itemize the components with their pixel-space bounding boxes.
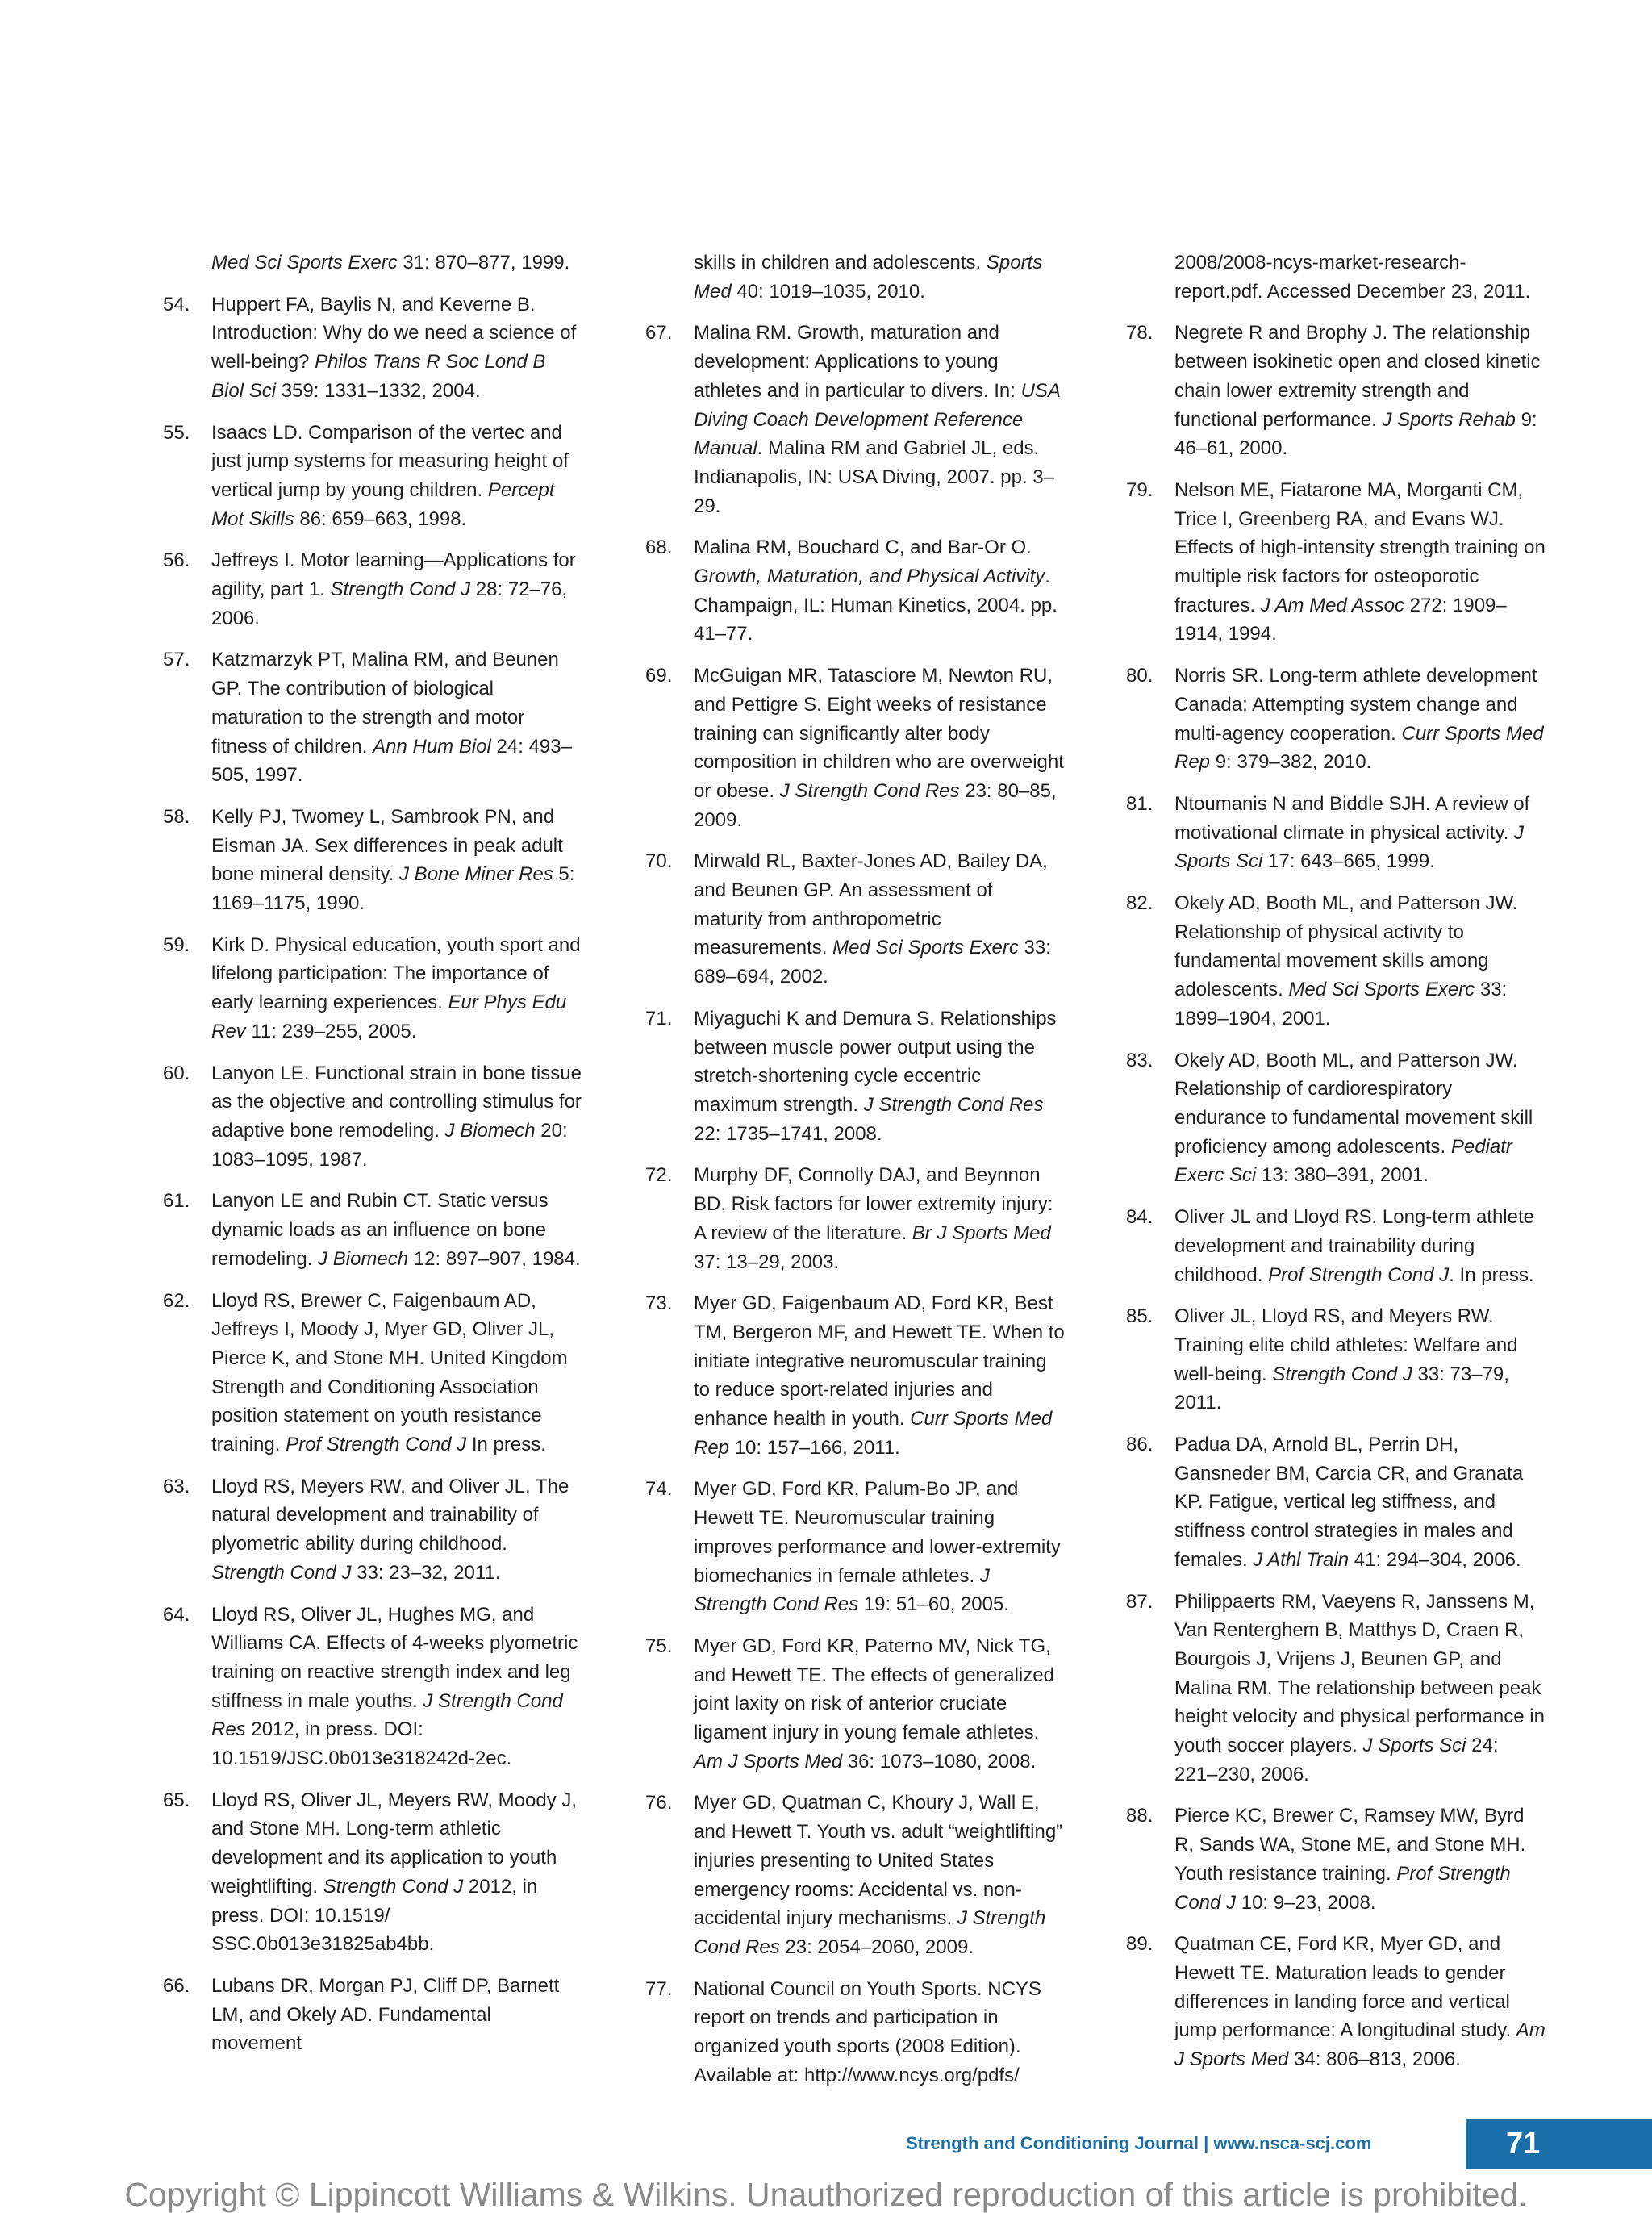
reference-number: 74. bbox=[645, 1478, 673, 1501]
reference-number: 61. bbox=[163, 1190, 190, 1213]
reference-number: 56. bbox=[163, 549, 190, 572]
reference-item bbox=[163, 248, 582, 278]
reference-item bbox=[163, 290, 582, 406]
reference-number: 88. bbox=[1126, 1805, 1153, 1827]
reference-text: Quatman CE, Ford KR, Myer GD, and Hewett TE. Maturation leads to gender differences in landing force and vertical jump performance: A longitudinal study. Am J Sports Med 34: 806–813, 2006. bbox=[1174, 1933, 1546, 2071]
reference-item bbox=[645, 1632, 1065, 1777]
reference-number: 65. bbox=[163, 1789, 190, 1811]
reference-text: Nelson ME, Fiatarone MA, Morganti CM, Trice I, Greenberg RA, and Evans WJ. Effects of high-intensity strength training on multiple risk factors for osteoporotic fractures. J Am Med Assoc 272: 1909–1914, 1994. bbox=[1174, 478, 1546, 645]
reference-item bbox=[1126, 1430, 1546, 1575]
reference-item bbox=[645, 248, 1065, 306]
reference-item bbox=[645, 319, 1065, 520]
reference-column-2 bbox=[645, 248, 1065, 2102]
reference-item bbox=[645, 1975, 1065, 2090]
reference-text: Isaacs LD. Comparison of the vertec and just jump systems for measuring height of vertical jump by young children. Percept Mot Skills 86: 659–663, 1998. bbox=[211, 421, 569, 530]
reference-number: 86. bbox=[1126, 1434, 1153, 1456]
reference-text: Lloyd RS, Oliver JL, Meyers RW, Moody J, and Stone MH. Long-term athletic development and its application to youth weightlifting. Strength Cond J 2012, in press. DOI: 10.1519/ SSC.0b013e31825ab4bb. bbox=[211, 1789, 578, 1956]
reference-item bbox=[163, 1601, 582, 1773]
reference-number: 75. bbox=[645, 1635, 673, 1657]
reference-item bbox=[163, 931, 582, 1046]
reference-text: Lloyd RS, Oliver JL, Hughes MG, and Williams CA. Effects of 4-weeks plyometric training on reactive strength index and leg stiffness in male youths. J Strength Cond Res 2012, in press. DOI: 10.1519/JSC.0b013e318242d-2ec. bbox=[211, 1603, 578, 1770]
reference-number: 84. bbox=[1126, 1206, 1153, 1229]
reference-text: skills in children and adolescents. Sports Med 40: 1019–1035, 2010. bbox=[694, 252, 1043, 303]
reference-text: Kirk D. Physical education, youth sport and lifelong participation: The importance of early learning experiences. Eur Phys Edu Rev 11: 239–255, 2005. bbox=[211, 933, 581, 1042]
reference-number: 83. bbox=[1126, 1049, 1153, 1071]
reference-text: Norris SR. Long-term athlete development Canada: Attempting system change and multi-agency cooperation. Curr Sports Med Rep 9: 379–382, 2010. bbox=[1174, 665, 1544, 774]
reference-item bbox=[645, 1789, 1065, 1961]
reference-item bbox=[163, 1786, 582, 1959]
reference-item bbox=[163, 803, 582, 918]
reference-item bbox=[645, 662, 1065, 834]
reference-item bbox=[1126, 790, 1546, 876]
reference-number: 62. bbox=[163, 1289, 190, 1312]
reference-text: Med Sci Sports Exerc 31: 870–877, 1999. bbox=[211, 252, 570, 273]
reference-text: Malina RM, Bouchard C, and Bar-Or O. Growth, Maturation, and Physical Activity. Champaign, IL: Human Kinetics, 2004. pp. 41–77. bbox=[694, 537, 1058, 645]
reference-number: 73. bbox=[645, 1292, 673, 1315]
reference-item bbox=[1126, 1930, 1546, 2074]
reference-item bbox=[645, 1161, 1065, 1276]
reference-item bbox=[645, 847, 1065, 992]
reference-item bbox=[163, 546, 582, 633]
reference-item bbox=[163, 419, 582, 534]
reference-number: 76. bbox=[645, 1792, 673, 1814]
reference-number: 57. bbox=[163, 649, 190, 671]
reference-text: Mirwald RL, Baxter-Jones AD, Bailey DA, and Beunen GP. An assessment of maturity from anthropometric measurements. Med Sci Sports Exerc 33: 689–694, 2002. bbox=[694, 850, 1051, 988]
reference-text: Katzmarzyk PT, Malina RM, and Beunen GP. The contribution of biological maturation to the strength and motor fitness of children. Ann Hum Biol 24: 493–505, 1997. bbox=[211, 649, 572, 787]
reference-number: 55. bbox=[163, 421, 190, 444]
reference-item bbox=[163, 1287, 582, 1459]
reference-text: Oliver JL and Lloyd RS. Long-term athlete development and trainability during childhood. Prof Strength Cond J. In press. bbox=[1174, 1206, 1535, 1286]
reference-text: Lubans DR, Morgan PJ, Cliff DP, Barnett LM, and Okely AD. Fundamental movement bbox=[211, 1974, 560, 2055]
reference-text: Okely AD, Booth ML, and Patterson JW. Relationship of physical activity to fundamental movement skills among adolescents. Med Sci Sports Exerc 33: 1899–1904, 2001. bbox=[1174, 892, 1518, 1029]
reference-number: 69. bbox=[645, 665, 673, 687]
reference-text: McGuigan MR, Tatasciore M, Newton RU, and Pettigre S. Eight weeks of resistance training can significantly alter body composition in children who are overweight or obese. J Strength Cond Res 23: 80–85, 2009. bbox=[694, 665, 1064, 831]
reference-number: 80. bbox=[1126, 665, 1153, 687]
reference-item bbox=[1126, 476, 1546, 649]
reference-number: 59. bbox=[163, 933, 190, 956]
journal-footer: Strength and Conditioning Journal | www.nsca-scj.com bbox=[906, 2133, 1372, 2153]
reference-item bbox=[645, 533, 1065, 649]
reference-number: 85. bbox=[1126, 1305, 1153, 1328]
reference-column-1 bbox=[163, 248, 582, 2071]
reference-text: Myer GD, Quatman C, Khoury J, Wall E, and Hewett T. Youth vs. adult “weightlifting” injuries presenting to United States emergency rooms: Accidental vs. non-accidental injury mechanisms. J Strength Cond Res 23: 2054–2060, 2009. bbox=[694, 1792, 1063, 1958]
reference-number: 72. bbox=[645, 1164, 673, 1187]
reference-text: Lloyd RS, Meyers RW, and Oliver JL. The natural development and trainability of plyometric ability during childhood. Strength Cond J 33: 23–32, 2011. bbox=[211, 1475, 569, 1584]
reference-text: Huppert FA, Baylis N, and Keverne B. Introduction: Why do we need a science of well-being? Philos Trans R Soc Lond B Biol Sci 359: 1331–1332, 2004. bbox=[211, 293, 577, 402]
reference-text: Ntoumanis N and Biddle SJH. A review of motivational climate in physical activity. J Sports Sci 17: 643–665, 1999. bbox=[1174, 792, 1530, 873]
reference-text: Miyaguchi K and Demura S. Relationships between muscle power output using the stretch-shortening cycle eccentric maximum strength. J Strength Cond Res 22: 1735–1741, 2008. bbox=[694, 1007, 1057, 1145]
reference-text: Okely AD, Booth ML, and Patterson JW. Relationship of cardiorespiratory endurance to fundamental movement skill proficiency among adolescents. Pediatr Exerc Sci 13: 380–391, 2001. bbox=[1174, 1049, 1533, 1187]
reference-item bbox=[1126, 1203, 1546, 1289]
reference-list bbox=[0, 248, 1652, 2086]
reference-item bbox=[645, 1004, 1065, 1149]
reference-text: Murphy DF, Connolly DAJ, and Beynnon BD. Risk factors for lower extremity injury: A review of the literature. Br J Sports Med 37: 13–29, 2003. bbox=[694, 1164, 1053, 1273]
reference-item bbox=[163, 1472, 582, 1588]
reference-item bbox=[163, 1059, 582, 1175]
reference-text: Jeffreys I. Motor learning—Applications for agility, part 1. Strength Cond J 28: 72–76, 2006. bbox=[211, 549, 576, 629]
copyright-notice: Copyright © Lippincott Williams & Wilkins. Unauthorized reproduction of this article is prohibited. bbox=[124, 2176, 1528, 2213]
reference-number: 70. bbox=[645, 850, 673, 873]
reference-text: Lanyon LE and Rubin CT. Static versus dynamic loads as an influence on bone remodeling. J Biomech 12: 897–907, 1984. bbox=[211, 1190, 581, 1270]
reference-item bbox=[1126, 1588, 1546, 1789]
reference-text: Myer GD, Faigenbaum AD, Ford KR, Best TM, Bergeron MF, and Hewett TE. When to initiate integrative neuromuscular training to reduce sport-related injuries and enhance health in youth. Curr Sports Med Rep 10: 157–166, 2011. bbox=[694, 1292, 1065, 1459]
reference-text: National Council on Youth Sports. NCYS report on trends and participation in organized youth sports (2008 Edition). Available at: http://www.ncys.org/pdfs/ bbox=[694, 1977, 1041, 2086]
reference-item bbox=[1126, 889, 1546, 1033]
reference-item bbox=[163, 1972, 582, 2058]
reference-text: Negrete R and Brophy J. The relationship between isokinetic open and closed kinetic chain lower extremity strength and functional performance. J Sports Rehab 9: 46–61, 2000. bbox=[1174, 322, 1541, 460]
reference-item bbox=[1126, 319, 1546, 463]
reference-text: Lloyd RS, Brewer C, Faigenbaum AD, Jeffreys I, Moody J, Myer GD, Oliver JL, Pierce K, and Stone MH. United Kingdom Strength and Conditioning Association position statement on youth resistance training. Prof Strength Cond J In press. bbox=[211, 1289, 568, 1456]
reference-text: Myer GD, Ford KR, Palum-Bo JP, and Hewett TE. Neuromuscular training improves performance and lower-extremity biomechanics in female athletes. J Strength Cond Res 19: 51–60, 2005. bbox=[694, 1478, 1061, 1616]
reference-item bbox=[163, 645, 582, 790]
reference-number: 77. bbox=[645, 1977, 673, 2000]
reference-number: 79. bbox=[1126, 478, 1153, 501]
reference-item bbox=[1126, 662, 1546, 777]
reference-number: 66. bbox=[163, 1974, 190, 1997]
reference-number: 71. bbox=[645, 1007, 673, 1029]
reference-item bbox=[645, 1475, 1065, 1619]
reference-column-3 bbox=[1126, 248, 1546, 2087]
reference-text: Malina RM. Growth, maturation and development: Applications to young athletes and in particular to divers. In: USA Diving Coach Development Reference Manual. Malina RM and Gabriel JL, eds. Indianapolis, IN: USA Diving, 2007. pp. 3–29. bbox=[694, 322, 1061, 517]
reference-number: 82. bbox=[1126, 892, 1153, 915]
reference-text: Kelly PJ, Twomey L, Sambrook PN, and Eisman JA. Sex differences in peak adult bone mineral density. J Bone Miner Res 5: 1169–1175, 1990. bbox=[211, 805, 575, 915]
reference-item bbox=[1126, 1302, 1546, 1418]
reference-number: 78. bbox=[1126, 322, 1153, 344]
reference-text: Philippaerts RM, Vaeyens R, Janssens M, Van Renterghem B, Matthys D, Craen R, Bourgois J, Vrijens J, Beunen GP, and Malina RM. The relationship between peak height velocity and physical performance in youth soccer players. J Sports Sci 24: 221–230, 2006. bbox=[1174, 1590, 1545, 1785]
reference-item bbox=[1126, 248, 1546, 306]
reference-number: 67. bbox=[645, 322, 673, 344]
reference-number: 60. bbox=[163, 1062, 190, 1084]
reference-number: 87. bbox=[1126, 1590, 1153, 1613]
reference-text: 2008/2008-ncys-market-research-report.pdf. Accessed December 23, 2011. bbox=[1174, 252, 1531, 303]
reference-number: 58. bbox=[163, 805, 190, 828]
reference-number: 89. bbox=[1126, 1933, 1153, 1956]
reference-text: Pierce KC, Brewer C, Ramsey MW, Byrd R, Sands WA, Stone ME, and Stone MH. Youth resistance training. Prof Strength Cond J 10: 9–23, 2008. bbox=[1174, 1805, 1526, 1914]
reference-item bbox=[163, 1187, 582, 1273]
reference-number: 54. bbox=[163, 293, 190, 315]
reference-item bbox=[1126, 1802, 1546, 1917]
reference-number: 64. bbox=[163, 1603, 190, 1626]
page-number: 71 bbox=[1466, 2119, 1652, 2169]
reference-text: Oliver JL, Lloyd RS, and Meyers RW. Training elite child athletes: Welfare and well-being. Strength Cond J 33: 73–79, 2011. bbox=[1174, 1305, 1518, 1414]
reference-text: Lanyon LE. Functional strain in bone tissue as the objective and controlling stimulus for adaptive bone remodeling. J Biomech 20: 1083–1095, 1987. bbox=[211, 1062, 582, 1171]
reference-text: Padua DA, Arnold BL, Perrin DH, Gansneder BM, Carcia CR, and Granata KP. Fatigue, vertical leg stiffness, and stiffness control strategies in males and females. J Athl Train 41: 294–304, 2006. bbox=[1174, 1434, 1524, 1571]
reference-number: 63. bbox=[163, 1475, 190, 1497]
reference-text: Myer GD, Ford KR, Paterno MV, Nick TG, and Hewett TE. The effects of generalized joint laxity on risk of anterior cruciate ligament injury in young female athletes. Am J Sports Med 36: 1073–1080, 2008. bbox=[694, 1635, 1054, 1772]
reference-item bbox=[645, 1289, 1065, 1462]
reference-number: 68. bbox=[645, 537, 673, 559]
reference-item bbox=[1126, 1046, 1546, 1191]
reference-number: 81. bbox=[1126, 792, 1153, 815]
